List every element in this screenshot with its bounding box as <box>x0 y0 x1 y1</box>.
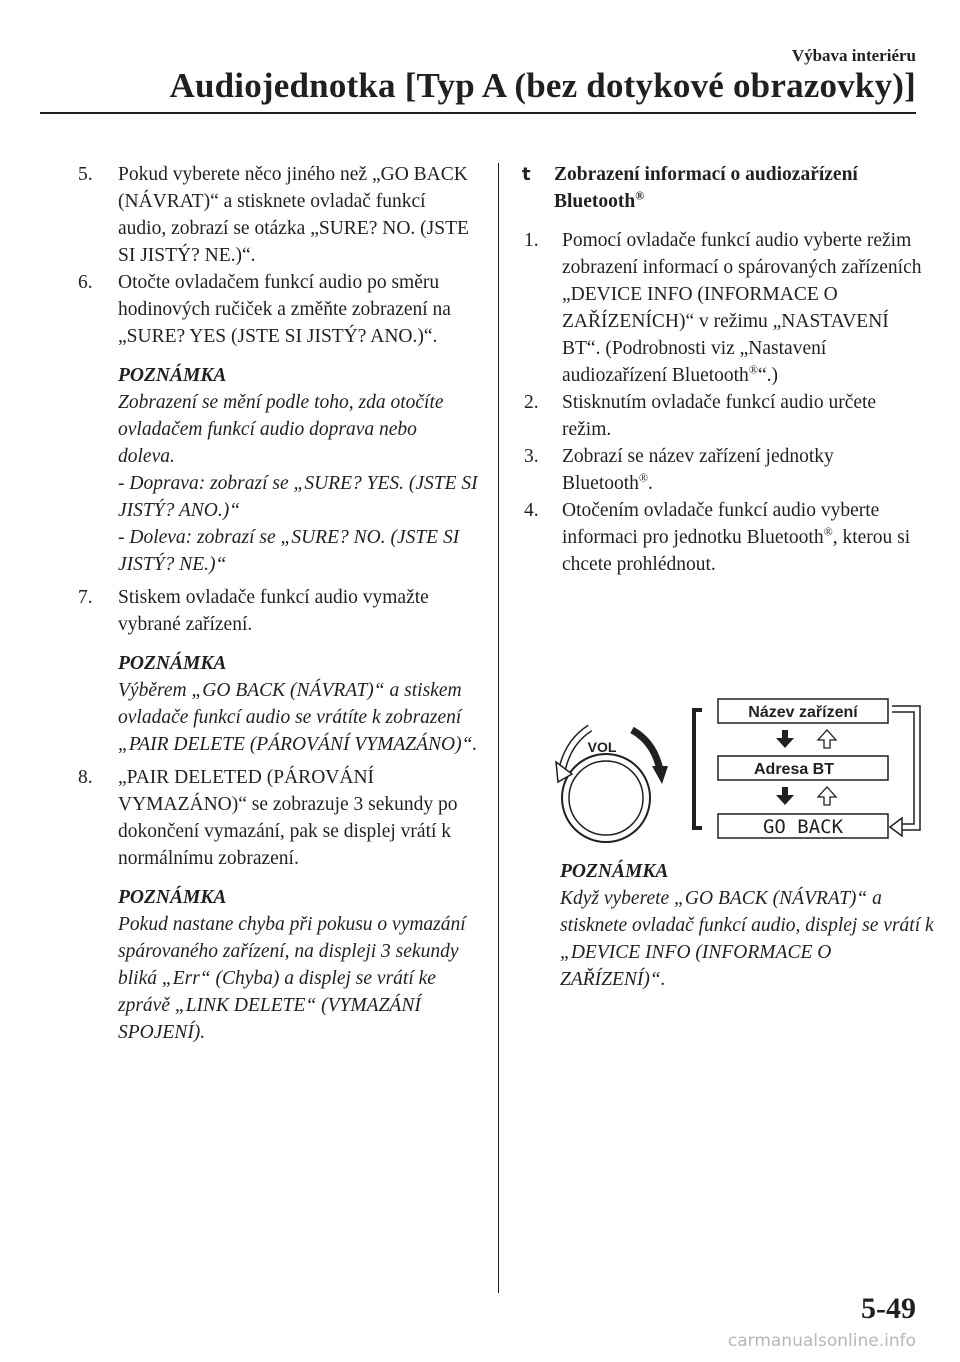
list-item <box>514 389 924 443</box>
return-arrow-icon <box>890 818 902 836</box>
item-text: Otočte ovladačem funkcí audio po směru hodinových ručiček a změňte zobrazení na „SURE? YES (JSTE SI JISTÝ? ANO.)“. <box>118 272 451 347</box>
device-info-diagram <box>544 692 934 844</box>
registered-mark: ® <box>748 362 758 377</box>
left-bracket <box>694 710 702 828</box>
list-item <box>514 497 924 578</box>
item-text: „PAIR DELETED (PÁROVÁNÍ VYMAZÁNO)“ se zobrazuje 3 sekundy po dokončení vymazání, pak se displej vrátí k normálnímu zobrazení. <box>118 767 458 869</box>
note-heading: POZNÁMKA <box>118 887 227 908</box>
note-text: - Doprava: zobrazí se „SURE? YES. (JSTE SI JISTÝ? ANO.)“ <box>118 473 478 521</box>
watermark: carmanualsonline.info <box>727 1331 916 1351</box>
note-heading: POZNÁMKA <box>560 861 669 882</box>
rotate-right-arrow-icon <box>632 730 660 770</box>
registered-mark: ® <box>635 188 645 203</box>
list-item <box>514 443 924 497</box>
left-column <box>78 161 478 1052</box>
display-box-bt-address-label: Adresa BT <box>753 761 835 778</box>
section-title: Výbava interiéru <box>791 46 916 65</box>
page-title: Audiojednotka [Typ A (bez dotykové obrazovky)] <box>169 66 916 105</box>
note-heading: POZNÁMKA <box>118 653 227 674</box>
item-text: Stisknutím ovladače funkcí audio určete režim. <box>562 392 877 440</box>
list-item <box>514 227 924 389</box>
vol-label: VOL <box>587 739 617 755</box>
header-rule <box>40 112 916 114</box>
arrow-up-icon <box>818 730 836 748</box>
note-block <box>78 884 478 1046</box>
section-heading <box>514 161 924 215</box>
item-number: 6. <box>78 272 93 293</box>
item-number: 2. <box>524 392 539 413</box>
return-loop-inner <box>892 712 914 824</box>
item-text: Zobrazí se název zařízení jednotky Bluetooth <box>562 446 834 494</box>
note-text: - Doleva: zobrazí se „SURE? NO. (JSTE SI JISTÝ? NE.)“ <box>118 527 460 575</box>
section-heading-text: Zobrazení informací o audiozařízení Bluetooth <box>554 164 858 212</box>
item-text: Stiskem ovladače funkcí audio vymažte vybrané zařízení. <box>118 587 429 635</box>
item-number: 3. <box>524 446 539 467</box>
display-box-device-name-label: Název zařízení <box>748 704 858 721</box>
note-block <box>78 362 478 578</box>
item-number: 4. <box>524 500 539 521</box>
arrow-up-icon <box>818 787 836 805</box>
note-heading: POZNÁMKA <box>118 365 227 386</box>
list-item <box>78 161 478 269</box>
list-item <box>78 764 478 872</box>
page-number: 5-49 <box>861 1292 916 1325</box>
arrow-down-icon <box>776 787 794 805</box>
note-text: Když vyberete „GO BACK (NÁVRAT)“ a stisknete ovladač funkcí audio, displej se vrátí k „DEVICE INFO (INFORMACE O ZAŘÍZENÍ)“. <box>560 888 934 990</box>
item-text: Pokud vyberete něco jiného než „GO BACK (NÁVRAT)“ a stisknete ovladač funkcí audio, zobrazí se otázka „SURE? NO. (JSTE SI JISTÝ? NE.)“. <box>118 164 469 266</box>
item-text-tail: “.) <box>757 365 778 386</box>
vol-knob-inner <box>569 761 643 835</box>
item-number: 5. <box>78 164 93 185</box>
list-item <box>78 269 478 350</box>
item-number: 8. <box>78 767 93 788</box>
return-loop <box>892 706 920 830</box>
note-text: Pokud nastane chyba při pokusu o vymazání spárovaného zařízení, na displeji 3 sekundy bliká „Err“ (Chyba) a displej se vrátí ke zprávě „LINK DELETE“ (VYMAZÁNÍ SPOJENÍ). <box>118 914 466 1043</box>
item-text-tail: , kterou si chcete prohlédnout. <box>562 527 911 575</box>
item-text-tail: . <box>648 473 653 494</box>
registered-mark: ® <box>823 524 833 539</box>
right-column <box>514 161 924 578</box>
item-number: 7. <box>78 587 93 608</box>
item-text: Pomocí ovladače funkcí audio vyberte režim zobrazení informací o spárovaných zařízeních „DEVICE INFO (INFORMACE O ZAŘÍZENÍCH)“ v režimu „NASTAVENÍ BT“. (Podrobnosti viz „Nastavení audiozařízení Bluetooth <box>562 230 922 386</box>
note-block <box>78 650 478 758</box>
registered-mark: ® <box>638 470 649 485</box>
section-bullet: t <box>522 164 531 185</box>
note-block <box>560 858 940 993</box>
list-item <box>78 584 478 638</box>
item-number: 1. <box>524 230 539 251</box>
arrow-down-icon <box>776 730 794 748</box>
item-text: Otočením ovladače funkcí audio vyberte informaci pro jednotku Bluetooth <box>562 500 880 548</box>
note-text: Zobrazení se mění podle toho, zda otočíte ovladačem funkcí audio doprava nebo doleva. <box>118 392 444 467</box>
note-text: Výběrem „GO BACK (NÁVRAT)“ a stiskem ovladače funkcí audio se vrátíte k zobrazení „PAIR DELETE (PÁROVÁNÍ VYMAZÁNO)“. <box>118 680 478 755</box>
display-box-go-back-label: GO BACK <box>762 816 844 838</box>
vol-knob <box>562 754 650 842</box>
rotate-right-arrowhead-icon <box>652 766 668 784</box>
column-divider <box>498 163 499 1293</box>
